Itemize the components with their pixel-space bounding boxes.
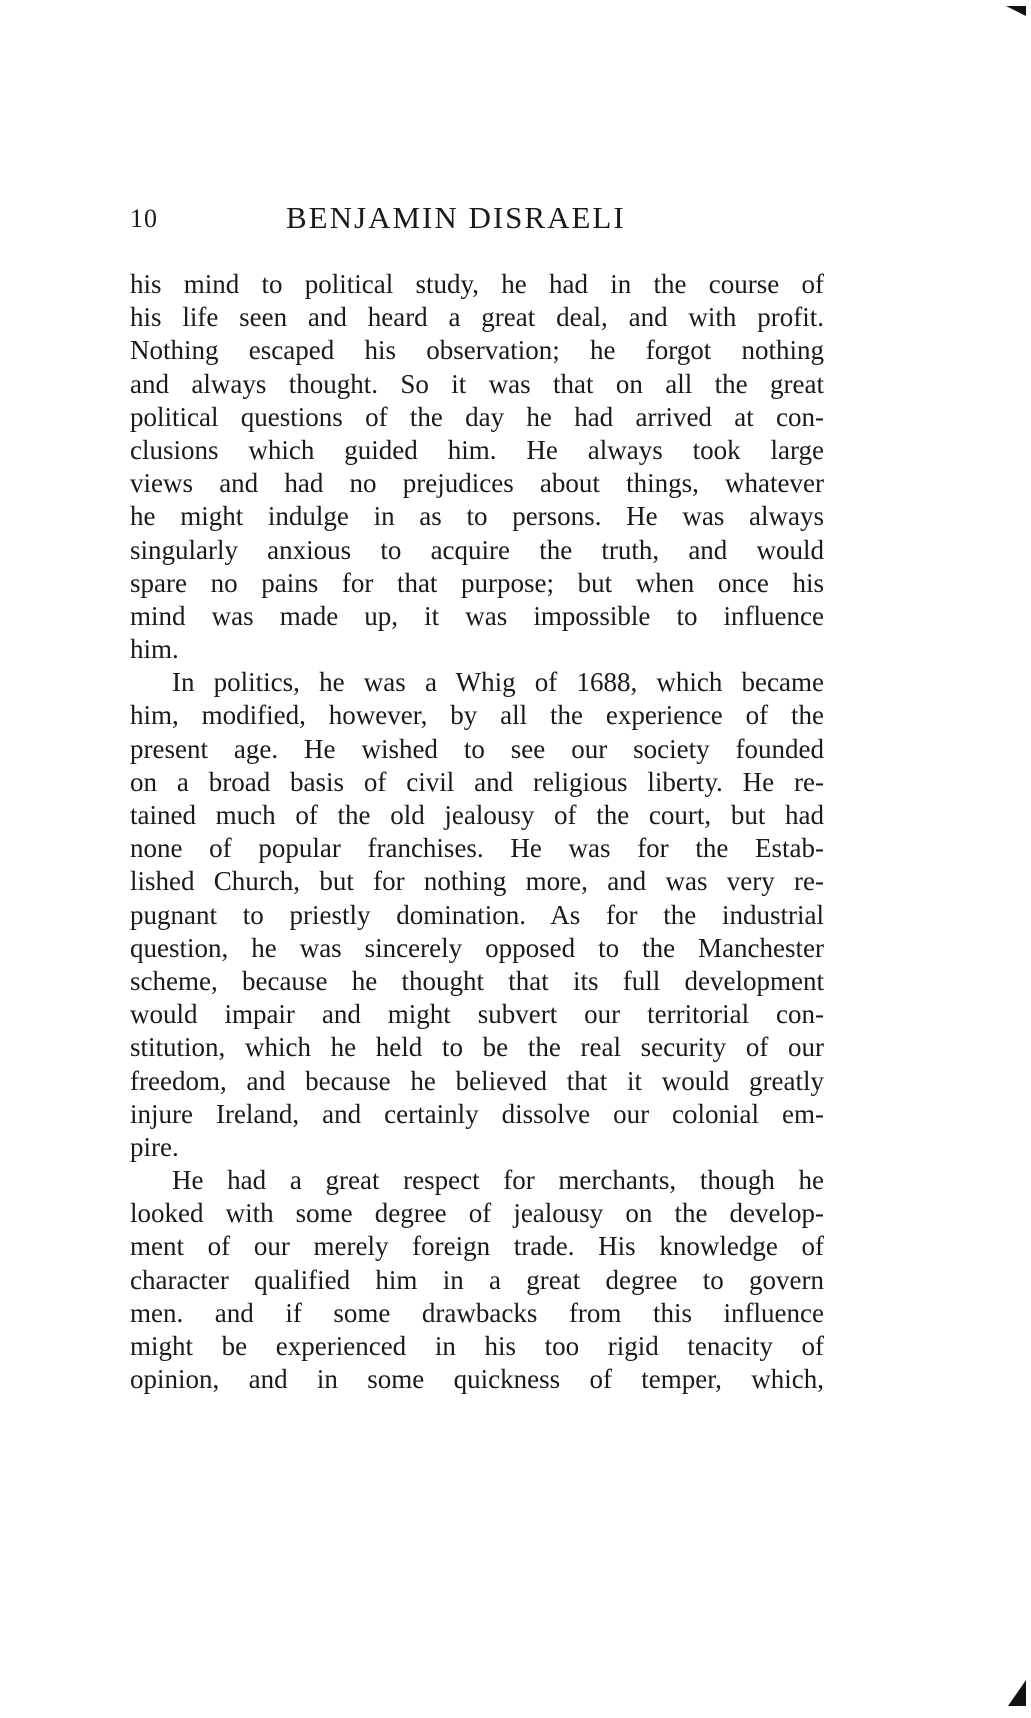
text-line: ment of our merely foreign trade. His knowledge of — [130, 1231, 824, 1262]
text-line: question, he was sincerely opposed to the Manchester — [130, 932, 824, 963]
text-line: he might indulge in as to persons. He was always — [130, 501, 824, 532]
text-line: pugnant to priestly domination. As for the industrial — [130, 899, 824, 930]
text-line: political questions of the day he had arrived at con- — [130, 401, 824, 432]
body-text — [130, 268, 824, 1396]
page-header — [130, 200, 824, 244]
text-line: lished Church, but for nothing more, and was very re- — [130, 866, 824, 897]
text-line: him, modified, however, by all the experience of the — [130, 700, 824, 731]
text-line: He had a great respect for merchants, though he — [172, 1165, 824, 1196]
text-line: clusions which guided him. He always took large — [130, 434, 824, 465]
text-line: him. — [130, 634, 179, 665]
text-line: freedom, and because he believed that it would greatly — [130, 1065, 824, 1096]
text-line: In politics, he was a Whig of 1688, which became — [172, 667, 824, 698]
text-line: on a broad basis of civil and religious liberty. He re- — [130, 766, 824, 797]
text-line: stitution, which he held to be the real security of our — [130, 1032, 824, 1063]
text-line: character qualified him in a great degree to govern — [130, 1264, 824, 1295]
text-line: looked with some degree of jealousy on the develop- — [130, 1198, 824, 1229]
text-line: his life seen and heard a great deal, and with profit. — [130, 302, 824, 333]
text-line: his mind to political study, he had in the course of — [130, 269, 824, 299]
text-line: spare no pains for that purpose; but when once his — [130, 567, 824, 598]
text-line: tained much of the old jealousy of the court, but had — [130, 800, 824, 830]
text-line: would impair and might subvert our territorial con- — [130, 999, 824, 1030]
text-line: injure Ireland, and certainly dissolve our colonial em- — [130, 1098, 824, 1129]
text-line: and always thought. So it was that on all the great — [130, 368, 824, 399]
text-line: scheme, because he thought that its full development — [130, 965, 824, 996]
running-title: BENJAMIN DISRAELI — [286, 200, 626, 235]
scan-corner-mark-bottom — [1008, 1680, 1026, 1706]
text-line: present age. He wished to see our society founded — [130, 733, 824, 764]
text-line: Nothing escaped his observation; he forgot nothing — [130, 335, 824, 366]
text-line: views and had no prejudices about things, whatever — [130, 468, 824, 499]
text-line: mind was made up, it was impossible to influence — [130, 600, 824, 631]
text-line: men. and if some drawbacks from this influence — [130, 1297, 824, 1328]
text-line: opinion, and in some quickness of temper, which, — [130, 1364, 824, 1395]
text-line: none of popular franchises. He was for the Estab- — [130, 833, 824, 864]
text-line: might be experienced in his too rigid tenacity of — [130, 1331, 824, 1361]
text-line: pire. — [130, 1131, 179, 1162]
text-line: singularly anxious to acquire the truth, and would — [130, 534, 824, 565]
scan-corner-mark-top — [1006, 6, 1026, 16]
page-number: 10 — [130, 204, 158, 233]
